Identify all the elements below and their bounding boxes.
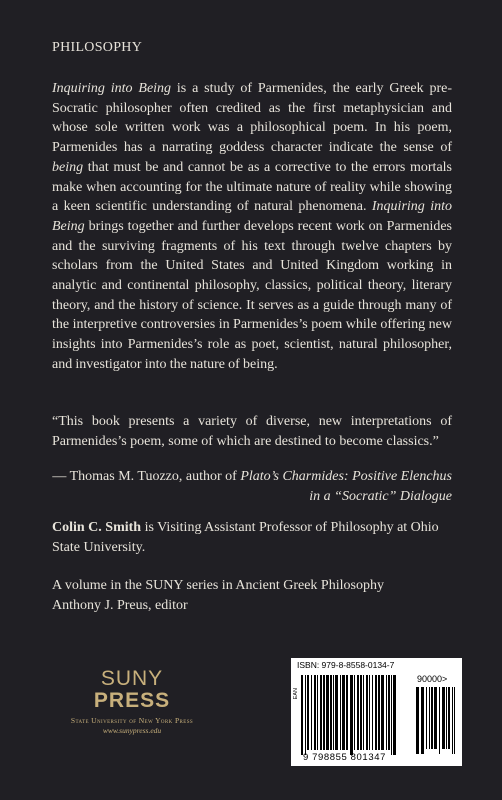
barcode-bar: [381, 675, 384, 750]
publisher-url: www.sunypress.edu: [102, 726, 162, 735]
barcode-bar: [346, 675, 348, 750]
barcode-bar: [442, 687, 445, 749]
barcode-bar: [326, 675, 329, 750]
barcode-bar: [448, 687, 450, 749]
barcode-bar: [307, 675, 309, 750]
category-label: PHILOSOPHY: [52, 40, 143, 55]
barcode-bar: [330, 675, 332, 750]
logo-suny-text: SUNY: [100, 667, 164, 690]
book-title-italic-2: Inquiring into Being: [52, 199, 452, 234]
barcode-bars: [291, 658, 462, 766]
barcode-bar: [421, 687, 424, 754]
ean-label: EAN: [293, 688, 299, 700]
series-editor: Anthony J. Preus, editor: [52, 597, 188, 613]
book-title-italic: Inquiring into Being: [52, 81, 172, 96]
barcode-bar: [431, 687, 433, 749]
barcode-bar: [393, 675, 396, 755]
barcode-bar: [323, 675, 325, 750]
logo-press-text: PRESS: [93, 689, 171, 712]
description-part-3: brings together and further develops recent work on Parmenides and the surviving fragments of his text through twelve chapters by scholars from the United States and United Kingdom working in analytic and continental philosophy, classics, political theory, literary theory, and the history of science. It serves as a guide through many of the interpretive controversies in Parmenides’s poem while offering new insights into Parmenides’s role as poet, scientist, natural philosopher, and investigator into the nature of being.: [52, 218, 452, 372]
barcode-bar: [363, 675, 364, 750]
barcode-bar: [386, 675, 387, 750]
author-bio-text: is Visiting Assistant Professor of Philosophy at Ohio State University.: [52, 520, 439, 555]
barcode-bar: [388, 675, 390, 750]
barcode-bar: [342, 675, 345, 750]
description-part-2: that must be and cannot be as a corrective to the errors mortals make when accounting for the ultimate nature of reality while showing a keen scientific understanding of natural phenomena.: [52, 159, 452, 215]
attribution-book-title: Plato’s Charmides: Positive Elenchus in a “Socratic” Dialogue: [240, 469, 452, 504]
book-description: [52, 79, 452, 375]
barcode-digits: 9 798855 801347: [303, 752, 386, 763]
barcode-bar: [340, 675, 341, 750]
barcode-bar: [372, 675, 373, 750]
barcode-bar: [357, 675, 359, 750]
barcode-bar: [317, 675, 318, 750]
barcode-bar: [446, 687, 447, 749]
barcode-bar: [391, 675, 392, 755]
barcode-bar: [416, 687, 419, 754]
barcode-bar: [360, 675, 362, 750]
barcode-bar: [375, 675, 377, 750]
barcode-bar: [350, 675, 353, 755]
publisher-logo: [52, 668, 212, 735]
barcode-bar: [366, 675, 368, 750]
series-line: A volume in the SUNY series in Ancient Greek Philosophy: [52, 578, 384, 593]
barcode-bar: [452, 687, 453, 754]
barcode-bar: [369, 675, 370, 750]
barcode-bar: [301, 675, 303, 755]
publisher-name: State University of New York Press: [70, 716, 194, 725]
isbn-barcode: [291, 658, 462, 766]
isbn-text: ISBN: 979-8-8558-0134-7: [297, 660, 395, 670]
barcode-bar: [335, 675, 338, 750]
barcode-bar: [354, 675, 355, 750]
description-part-1: is a study of Parmenides, the early Greek pre-Socratic philosopher often credited as the first metaphysician and whose sole written work was a philosophical poem. In his poem, Parmenides has a narrating goddess character indicate the sense of: [52, 81, 452, 156]
barcode-bar: [320, 675, 322, 750]
barcode-bar: [314, 675, 316, 750]
attribution-prefix: — Thomas M. Tuozzo, author of: [52, 469, 241, 484]
price-code: 90000>: [417, 674, 448, 684]
being-italic: being: [52, 159, 84, 175]
barcode-bar: [429, 687, 430, 749]
barcode-bar: [454, 687, 455, 754]
author-bio: [52, 518, 452, 557]
barcode-bar: [333, 675, 334, 750]
series-info: [52, 576, 472, 615]
barcode-bar: [311, 675, 312, 750]
barcode-bar: [426, 687, 427, 749]
endorsement-attribution: [52, 467, 452, 506]
barcode-bar: [305, 675, 306, 755]
barcode-bar: [378, 675, 380, 750]
endorsement-quote: “This book presents a variety of diverse, new interpretations of Parmenides’s poem, some of which are destined to become classics.”: [52, 414, 452, 449]
barcode-bar: [439, 687, 440, 754]
author-name: Colin C. Smith: [52, 520, 142, 535]
barcode-bar: [434, 687, 437, 749]
